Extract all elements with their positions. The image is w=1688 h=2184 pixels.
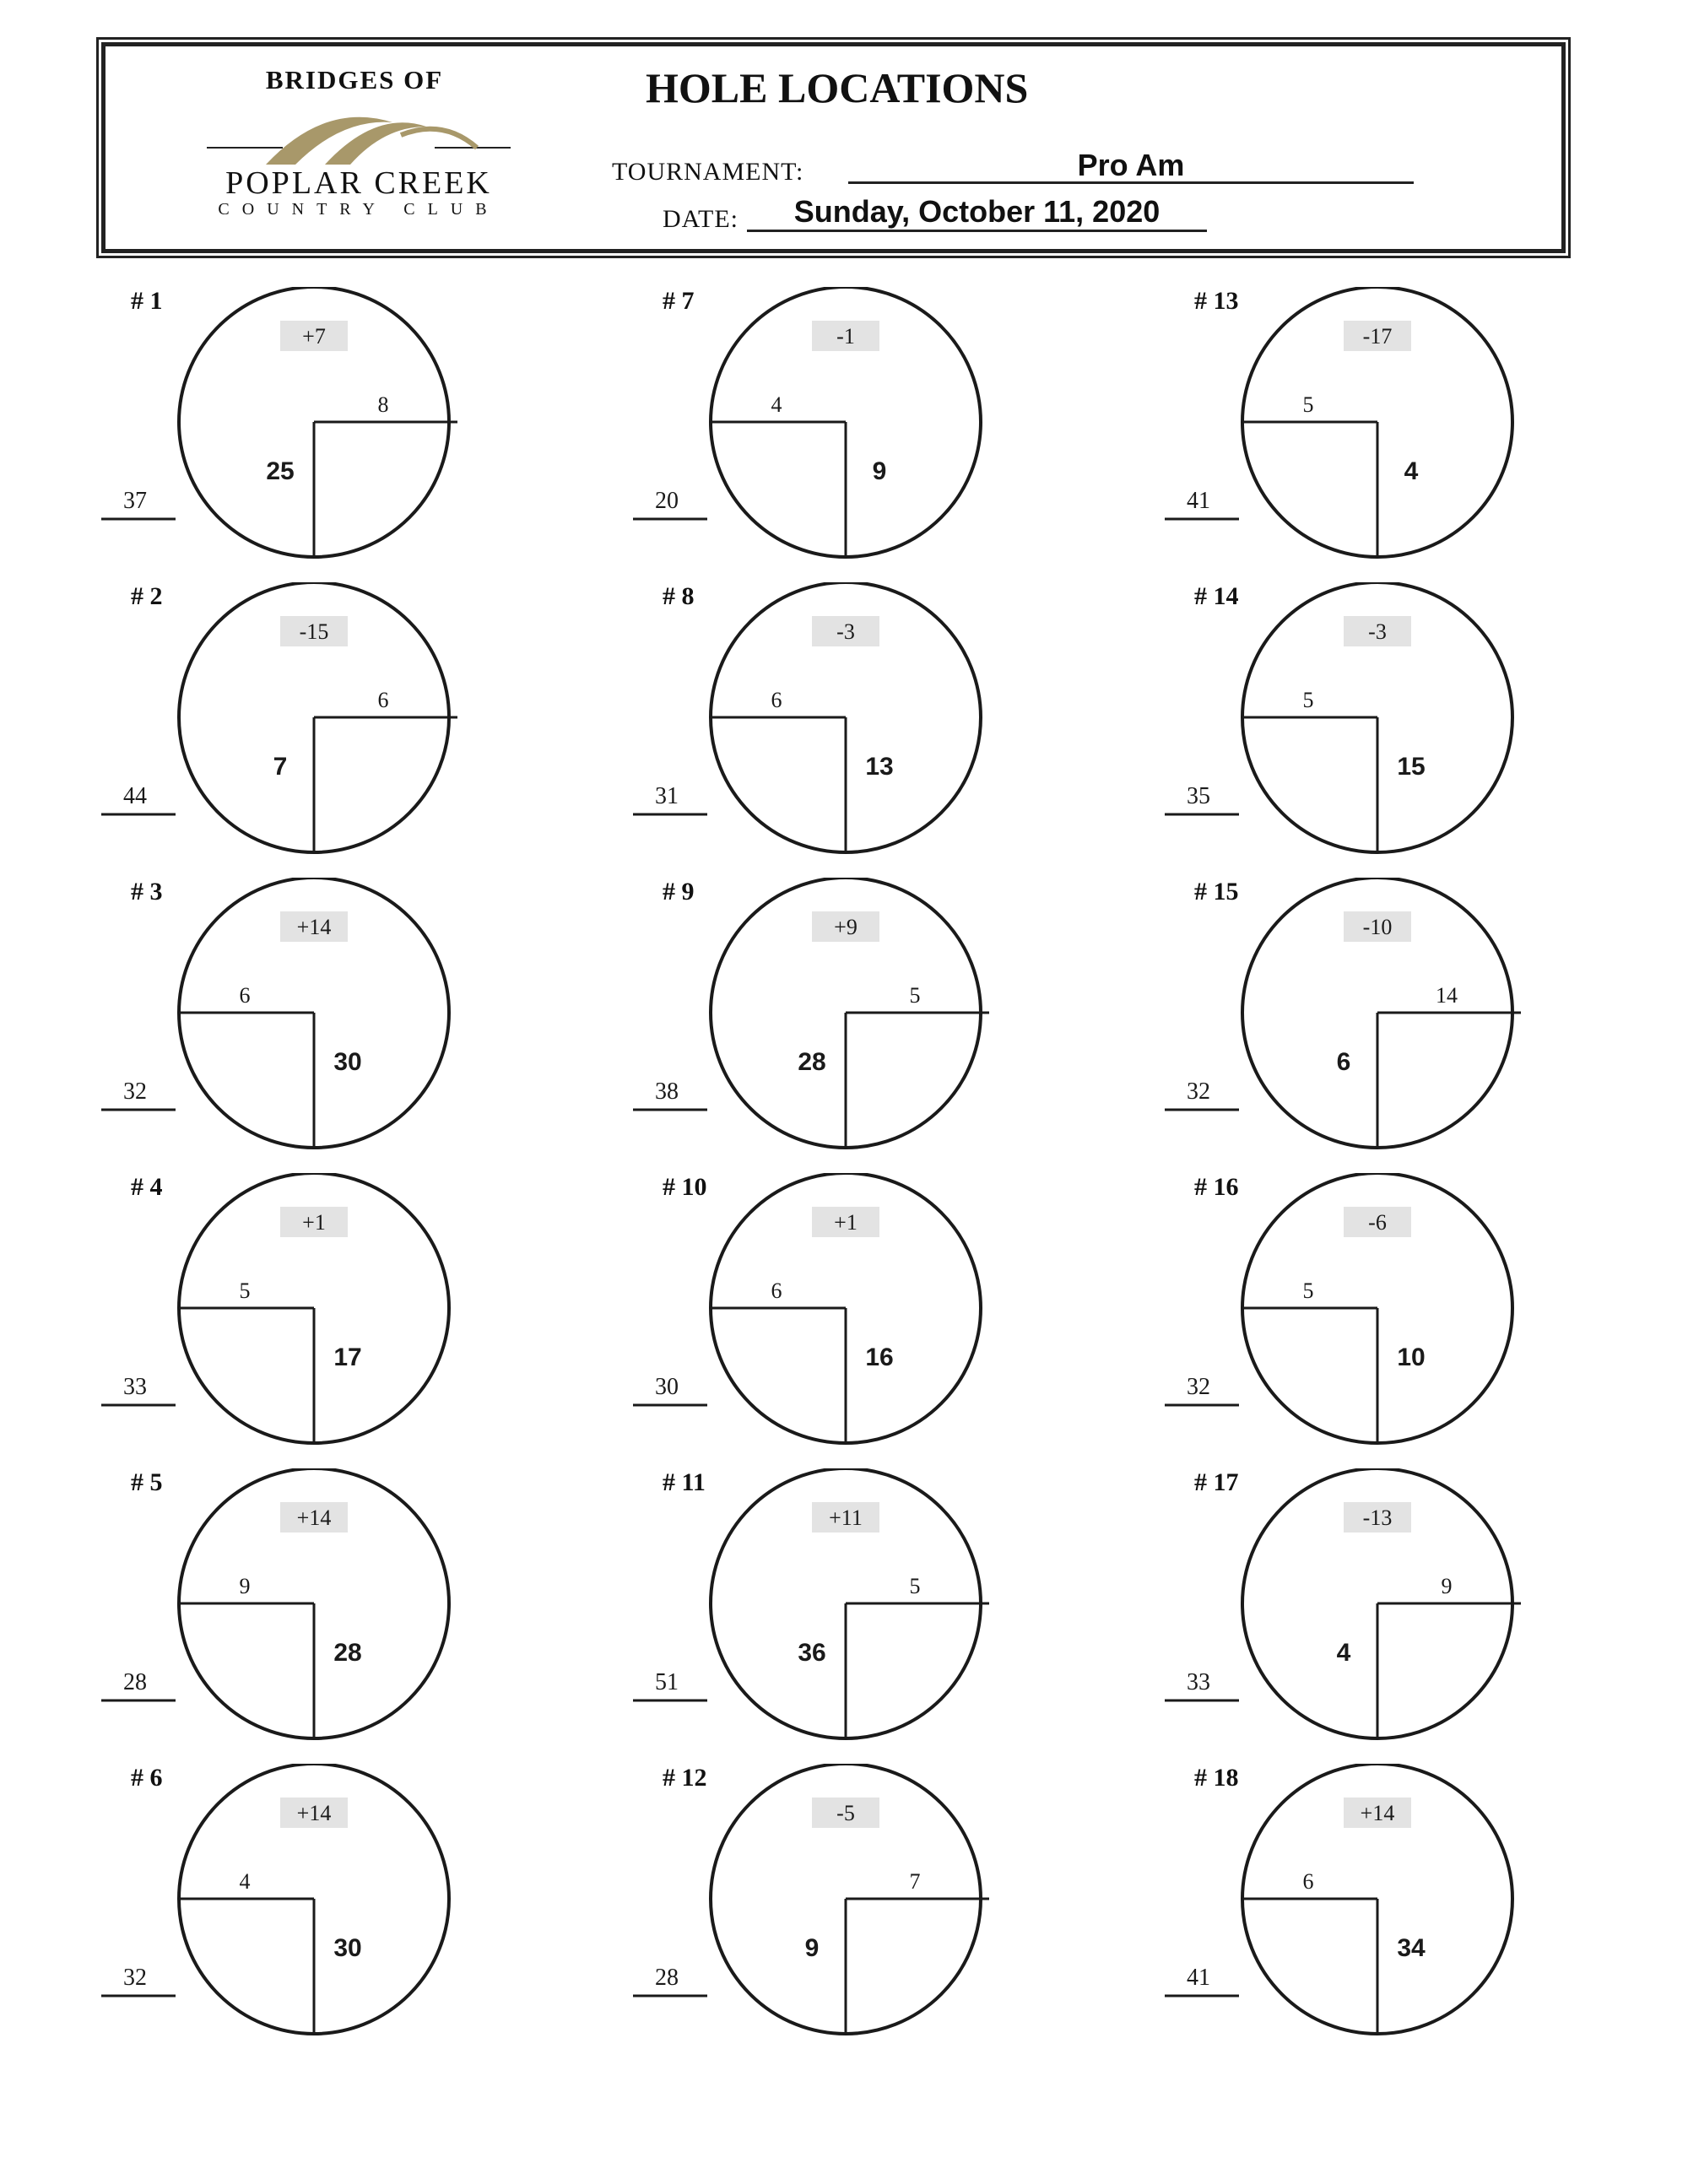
green-map <box>101 582 540 869</box>
hole-number: # 13 <box>1194 287 1239 315</box>
hole-diagram <box>101 1764 540 2051</box>
depth-distance: 30 <box>333 1048 362 1076</box>
hole-diagram <box>1165 1173 1604 1460</box>
green-depth-total: 32 <box>1187 1374 1210 1400</box>
green-depth-total: 37 <box>123 488 147 514</box>
pin-offset-badge: +9 <box>834 915 858 939</box>
page-title: HOLE LOCATIONS <box>646 64 1029 111</box>
pin-offset-badge: -3 <box>1368 619 1387 644</box>
date-label: DATE: <box>663 205 738 233</box>
side-distance: 5 <box>1302 688 1314 712</box>
hole-number: # 8 <box>663 582 695 610</box>
side-distance: 5 <box>1302 392 1314 417</box>
green-map <box>1165 1764 1604 2051</box>
side-distance: 4 <box>239 1869 251 1894</box>
depth-distance: 36 <box>798 1639 826 1667</box>
side-distance: 4 <box>771 392 782 417</box>
tournament-value: Pro Am <box>848 148 1414 184</box>
brand-name: POPLAR CREEK <box>225 165 492 201</box>
green-depth-total: 33 <box>123 1374 147 1400</box>
green-map <box>1165 1173 1604 1460</box>
pin-offset-badge: +11 <box>829 1506 863 1530</box>
pin-offset-badge: -3 <box>836 619 855 644</box>
depth-distance: 25 <box>266 457 295 485</box>
hole-number: # 12 <box>663 1764 707 1792</box>
depth-distance: 17 <box>333 1343 362 1371</box>
green-map <box>101 1173 540 1460</box>
depth-distance: 9 <box>804 1934 820 1962</box>
green-map <box>101 878 540 1165</box>
hole-diagram <box>1165 582 1604 869</box>
green-depth-total: 28 <box>123 1669 147 1695</box>
pin-offset-badge: +14 <box>296 915 332 939</box>
brand-top: BRIDGES OF <box>265 65 444 95</box>
pin-offset-badge: -5 <box>836 1801 855 1825</box>
green-depth-total: 41 <box>1187 488 1210 514</box>
pin-offset-badge: -13 <box>1362 1506 1393 1530</box>
green-depth-total: 44 <box>123 783 147 809</box>
green-map <box>1165 582 1604 869</box>
pin-offset-badge: +14 <box>296 1506 332 1530</box>
side-distance: 6 <box>1302 1869 1314 1894</box>
hole-diagram <box>1165 287 1604 574</box>
hole-number: # 1 <box>131 287 163 315</box>
depth-distance: 13 <box>865 753 894 781</box>
depth-distance: 6 <box>1336 1048 1351 1076</box>
side-distance: 6 <box>771 688 782 712</box>
hole-diagram <box>633 1173 1072 1460</box>
side-distance: 5 <box>909 983 921 1008</box>
hole-diagram <box>101 287 540 574</box>
pin-offset-badge: -15 <box>299 619 329 644</box>
green-depth-total: 51 <box>655 1669 679 1695</box>
tournament-label: TOURNAMENT: <box>612 158 804 186</box>
hole-diagram <box>633 582 1072 869</box>
green-map <box>101 287 540 574</box>
hole-number: # 16 <box>1194 1173 1239 1201</box>
depth-distance: 10 <box>1397 1343 1426 1371</box>
hole-diagram <box>633 287 1072 574</box>
green-map <box>633 1173 1072 1460</box>
hole-diagram <box>101 1173 540 1460</box>
green-depth-total: 28 <box>655 1965 679 1991</box>
hole-number: # 6 <box>131 1764 163 1792</box>
green-map <box>633 878 1072 1165</box>
hole-number: # 5 <box>131 1468 163 1496</box>
hole-number: # 9 <box>663 878 695 905</box>
hole-diagram <box>633 878 1072 1165</box>
hole-number: # 10 <box>663 1173 707 1201</box>
pin-offset-badge: -10 <box>1362 915 1393 939</box>
hole-diagram <box>633 1468 1072 1755</box>
hole-number: # 15 <box>1194 878 1239 905</box>
green-map <box>633 582 1072 869</box>
depth-distance: 28 <box>798 1048 826 1076</box>
depth-distance: 34 <box>1397 1934 1426 1962</box>
hole-diagram <box>1165 1764 1604 2051</box>
green-map <box>633 1764 1072 2051</box>
date-value: Sunday, October 11, 2020 <box>747 194 1207 232</box>
pin-offset-badge: -17 <box>1362 324 1393 349</box>
hole-diagram <box>633 1764 1072 2051</box>
hole-diagram <box>1165 878 1604 1165</box>
header-box <box>101 42 1566 253</box>
side-distance: 6 <box>377 688 389 712</box>
hole-number: # 14 <box>1194 582 1239 610</box>
side-distance: 7 <box>909 1869 921 1894</box>
pin-offset-badge: -6 <box>1368 1210 1387 1235</box>
side-distance: 5 <box>1302 1279 1314 1303</box>
depth-distance: 30 <box>333 1934 362 1962</box>
pin-offset-badge: +14 <box>296 1801 332 1825</box>
green-map <box>1165 1468 1604 1755</box>
hole-number: # 11 <box>663 1468 706 1496</box>
side-distance: 5 <box>239 1279 251 1303</box>
hole-diagram <box>101 878 540 1165</box>
green-depth-total: 32 <box>123 1965 147 1991</box>
side-distance: 8 <box>377 392 389 417</box>
hole-diagram <box>101 582 540 869</box>
pin-offset-badge: +14 <box>1360 1801 1395 1825</box>
side-distance: 6 <box>239 983 251 1008</box>
green-depth-total: 35 <box>1187 783 1210 809</box>
hole-diagram <box>1165 1468 1604 1755</box>
green-depth-total: 20 <box>655 488 679 514</box>
side-distance: 14 <box>1436 983 1458 1008</box>
green-depth-total: 31 <box>655 783 679 809</box>
hole-number: # 2 <box>131 582 163 610</box>
pin-offset-badge: -1 <box>836 324 855 349</box>
green-map <box>1165 287 1604 574</box>
hole-number: # 4 <box>131 1173 163 1201</box>
brand-sub: COUNTRY CLUB <box>218 200 500 219</box>
side-distance: 9 <box>1441 1574 1453 1598</box>
green-depth-total: 32 <box>1187 1078 1210 1105</box>
green-depth-total: 38 <box>655 1078 679 1105</box>
hole-number: # 3 <box>131 878 163 905</box>
green-map <box>633 1468 1072 1755</box>
depth-distance: 4 <box>1404 457 1419 485</box>
depth-distance: 4 <box>1336 1639 1351 1667</box>
green-map <box>633 287 1072 574</box>
hole-number: # 18 <box>1194 1764 1239 1792</box>
bridge-logo-icon <box>198 101 519 169</box>
hole-number: # 7 <box>663 287 695 315</box>
depth-distance: 9 <box>872 457 887 485</box>
pin-offset-badge: +7 <box>302 324 326 349</box>
depth-distance: 28 <box>333 1639 362 1667</box>
hole-diagram <box>101 1468 540 1755</box>
green-depth-total: 32 <box>123 1078 147 1105</box>
green-depth-total: 41 <box>1187 1965 1210 1991</box>
pin-offset-badge: +1 <box>302 1210 326 1235</box>
hole-number: # 17 <box>1194 1468 1239 1496</box>
green-depth-total: 30 <box>655 1374 679 1400</box>
depth-distance: 16 <box>865 1343 894 1371</box>
pin-offset-badge: +1 <box>834 1210 858 1235</box>
side-distance: 9 <box>239 1574 251 1598</box>
depth-distance: 15 <box>1397 753 1426 781</box>
green-map <box>1165 878 1604 1165</box>
green-depth-total: 33 <box>1187 1669 1210 1695</box>
depth-distance: 7 <box>273 753 288 781</box>
side-distance: 5 <box>909 1574 921 1598</box>
side-distance: 6 <box>771 1279 782 1303</box>
green-map <box>101 1764 540 2051</box>
green-map <box>101 1468 540 1755</box>
